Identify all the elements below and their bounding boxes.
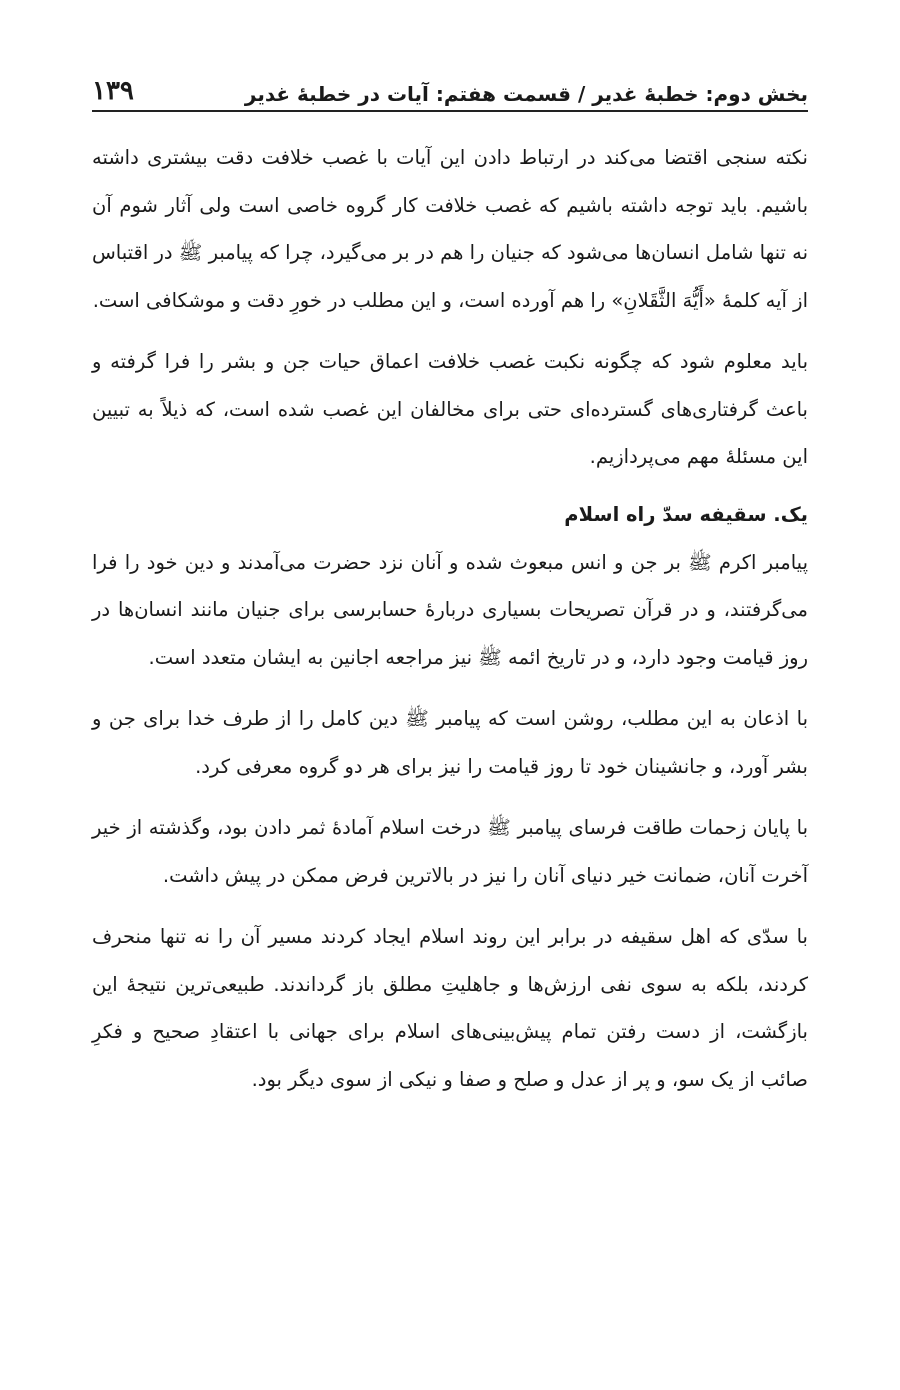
paragraph-5: با پایان زحمات طاقت فرسای پیامبر ﷺ درخت اسلام آمادۀ ثمر دادن بود، وگذشته از خیر آخرت آنان، ضمانت خیر دنیای آنان را نیز در بالاترین فرض ممکن در پیش داشت. [92,816,808,887]
page-number: ۱۳۹ [92,76,134,106]
chapter-title: بخش دوم: خطبۀ غدیر / قسمت هفتم: آیات در خطبۀ غدیر [244,82,808,106]
paragraph-6: با سدّی که اهل سقیفه در برابر این روند اسلام ایجاد کردند مسیر آن را نه تنها منحرف کردند، بلکه به سوی نفی ارزش‌ها و جاهلیتِ مطلق باز گرداندند. طبیعی‌ترین نتیجۀ این بازگشت، از دست رفتن تمام پیش‌بینی‌های اسلام برای جهانی با اعتقادِ صحیح و فکرِ صائب از یک سو، و پر از عدل و صلح و صفا و نیکی از سوی دیگر بود. [92,925,808,1091]
running-header [92,64,808,112]
paragraph-1: نکته سنجی اقتضا می‌کند در ارتباط دادن این آیات با غصب خلافت دقت بیشتری داشته باشیم. باید توجه داشته باشیم که غصب خلافت کار گروه خاصی است ولی آثار شوم آن نه تنها شامل انسان‌ها می‌شود که جنیان را هم در بر می‌گیرد، چرا که پیامبر ﷺ در اقتباس از آیه کلمۀ «أَيُّهَ الثَّقَلانِ» را هم آورده است، و این مطلب در خورِ دقت و موشکافی است. [92,146,808,312]
book-page [92,64,808,1117]
section-heading: یک. سقیفه سدّ راه اسلام [564,502,808,526]
page-body [92,134,808,1103]
paragraph-4: با اذعان به این مطلب، روشن است که پیامبر ﷺ دین کامل را از طرف خدا برای جن و بشر آورد، و جانشینان خود تا روز قیامت را نیز برای هر دو گروه معرفی کرد. [92,707,808,778]
paragraph-3: پیامبر اکرم ﷺ بر جن و انس مبعوث شده و آنان نزد حضرت می‌آمدند و دین خود را فرا می‌گرفتند، و در قرآن تصریحات بسیاری دربارۀ حسابرسی برای جنیان مانند انسان‌ها در روز قیامت وجود دارد، و در تاریخ ائمه ﷺ نیز مراجعه اجانین به ایشان متعدد است. [92,550,808,669]
paragraph-2: باید معلوم شود که چگونه نکبت غصب خلافت اعماق حیات جن و بشر را فرا گرفته و باعث گرفتاری‌های گسترده‌ای حتی برای مخالفان این غصب شده است، که ذیلاً به تبیین این مسئلۀ مهم می‌پردازیم. [92,350,808,468]
